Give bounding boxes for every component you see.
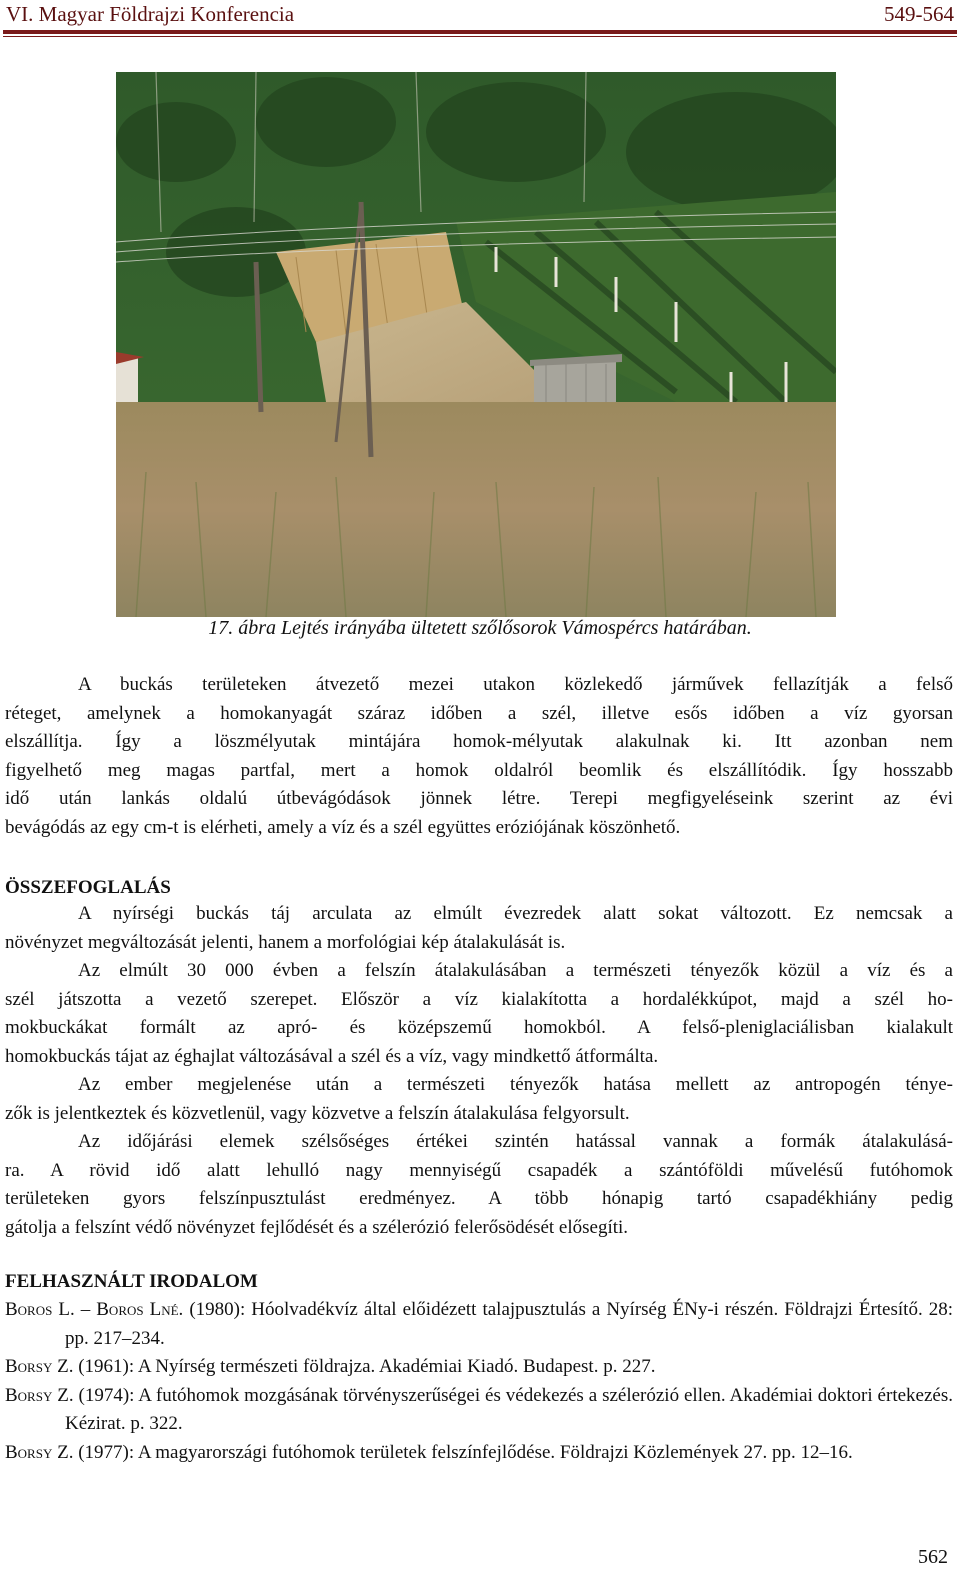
body-paragraph-1	[5, 671, 953, 842]
text-line: Az ember megjelenése után a természeti tényezők hatása mellett az antropogén ténye-	[78, 1074, 953, 1095]
text-line: zők is jelentkeztek és közvetlenül, vagy közvetve a felszín átalakulása felgyorsult.	[5, 1102, 630, 1124]
reference-text: (1977): A magyarországi futóhomok területek felszínfejlődése. Földrajzi Közlemények 27. pp. 12–16.	[73, 1441, 853, 1463]
text-line: szél játszotta a vezető szerepet. Először a víz kialakította a hordalékkúpot, majd a szél ho-	[5, 988, 953, 1010]
page-range: 549-564	[884, 1, 954, 26]
text-line: területeken gyors felszínpusztulást eredményez. A több hónapig tartó csapadékhiány pedig	[5, 1188, 953, 1209]
reference-author: Borsy Z.	[5, 1441, 74, 1463]
text-line: Az időjárási elemek szélsőséges értékei szintén hatással vannak a formák átalakulásá-	[78, 1131, 953, 1152]
summary-section	[5, 900, 953, 1242]
summary-heading: ÖSSZEFOGLALÁS	[5, 877, 171, 898]
header-rule-thick	[3, 30, 957, 34]
reference-list	[5, 1296, 953, 1467]
reference-item	[5, 1439, 953, 1468]
figure-caption: 17. ábra Lejtés irányába ültetett szőlősorok Vámospércs határában.	[208, 617, 752, 639]
reference-text: (1980): Hóolvadékvíz által előidézett talajpusztulás a Nyírség ÉNy-i részén. Földrajzi Értesítő. 28: pp. 217–234.	[65, 1299, 953, 1349]
text-line: gátolja a felszínt védő növényzet fejlődését és a szélerózió felerősödését elősegíti.	[5, 1216, 629, 1238]
reference-item	[5, 1382, 953, 1439]
reference-text: (1961): A Nyírség természeti földrajza. Akadémiai Kiadó. Budapest. p. 227.	[73, 1356, 656, 1377]
vineyard-photo	[116, 72, 836, 617]
reference-item	[5, 1353, 953, 1382]
references-heading: FELHASZNÁLT IRODALOM	[5, 1271, 258, 1292]
text-line: növényzet megváltozását jelenti, hanem a morfológiai kép átalakulását is.	[5, 931, 566, 953]
text-line: homokbuckás tájat az éghajlat változásával a szél és a víz, vagy mindkettő átformálta.	[5, 1045, 659, 1067]
reference-author: Borsy Z.	[5, 1384, 74, 1406]
header-rule-thin	[3, 36, 957, 37]
summary-paragraph	[5, 1128, 953, 1242]
text-line: A nyírségi buckás táj arculata az elmúlt évezredek alatt sokat változott. Ez nemcsak a	[78, 903, 953, 924]
summary-paragraph	[5, 1071, 953, 1128]
text-line: bevágódás az egy cm-t is elérheti, amely a víz és a szél együttes eróziójának köszönhető.	[5, 816, 681, 838]
text-line: Az elmúlt 30 000 évben a felszín átalakulásában a természeti tényezők közül a víz és a	[78, 960, 953, 981]
reference-author: Borsy Z.	[5, 1356, 74, 1377]
summary-paragraph	[5, 957, 953, 1071]
vineyard-photo-illustration	[116, 72, 836, 617]
text-line: mokbuckákat formált az apró- és középszemű homokból. A felső-pleniglaciálisban kialakult	[5, 1017, 953, 1038]
text-line: idő után lankás oldalú útbevágódások jönnek létre. Terepi megfigyeléseink szerint az évi	[5, 788, 953, 809]
running-header	[6, 0, 954, 28]
page-number: 562	[918, 1546, 948, 1568]
text-line: elszállítja. Így a löszmélyutak mintájára homok-mélyutak alakulnak ki. Itt azonban nem	[5, 731, 953, 752]
reference-author: Boros L. – Boros Lné.	[5, 1299, 184, 1320]
reference-text: (1974): A futóhomok mozgásának törvényszerűségei és védekezés a szélerózió ellen. Akadémiai doktori értekezés. Kézirat. p. 322.	[65, 1384, 953, 1434]
text-line: figyelhető meg magas partfal, mert a homok oldalról beomlik és elszállítódik. Így hosszabb	[5, 759, 953, 781]
text-line: ra. A rövid idő alatt lehulló nagy mennyiségű csapadék a szántóföldi művelésű futóhomok	[5, 1159, 953, 1181]
summary-paragraph	[5, 900, 953, 957]
text-line: A buckás területeken átvezető mezei utakon közlekedő járművek fellazítják a felső	[78, 674, 953, 695]
text-line: réteget, amelynek a homokanyagát száraz időben a szél, illetve esős időben a víz gyorsan	[5, 702, 953, 724]
conference-title: VI. Magyar Földrajzi Konferencia	[6, 1, 295, 26]
reference-item	[5, 1296, 953, 1353]
